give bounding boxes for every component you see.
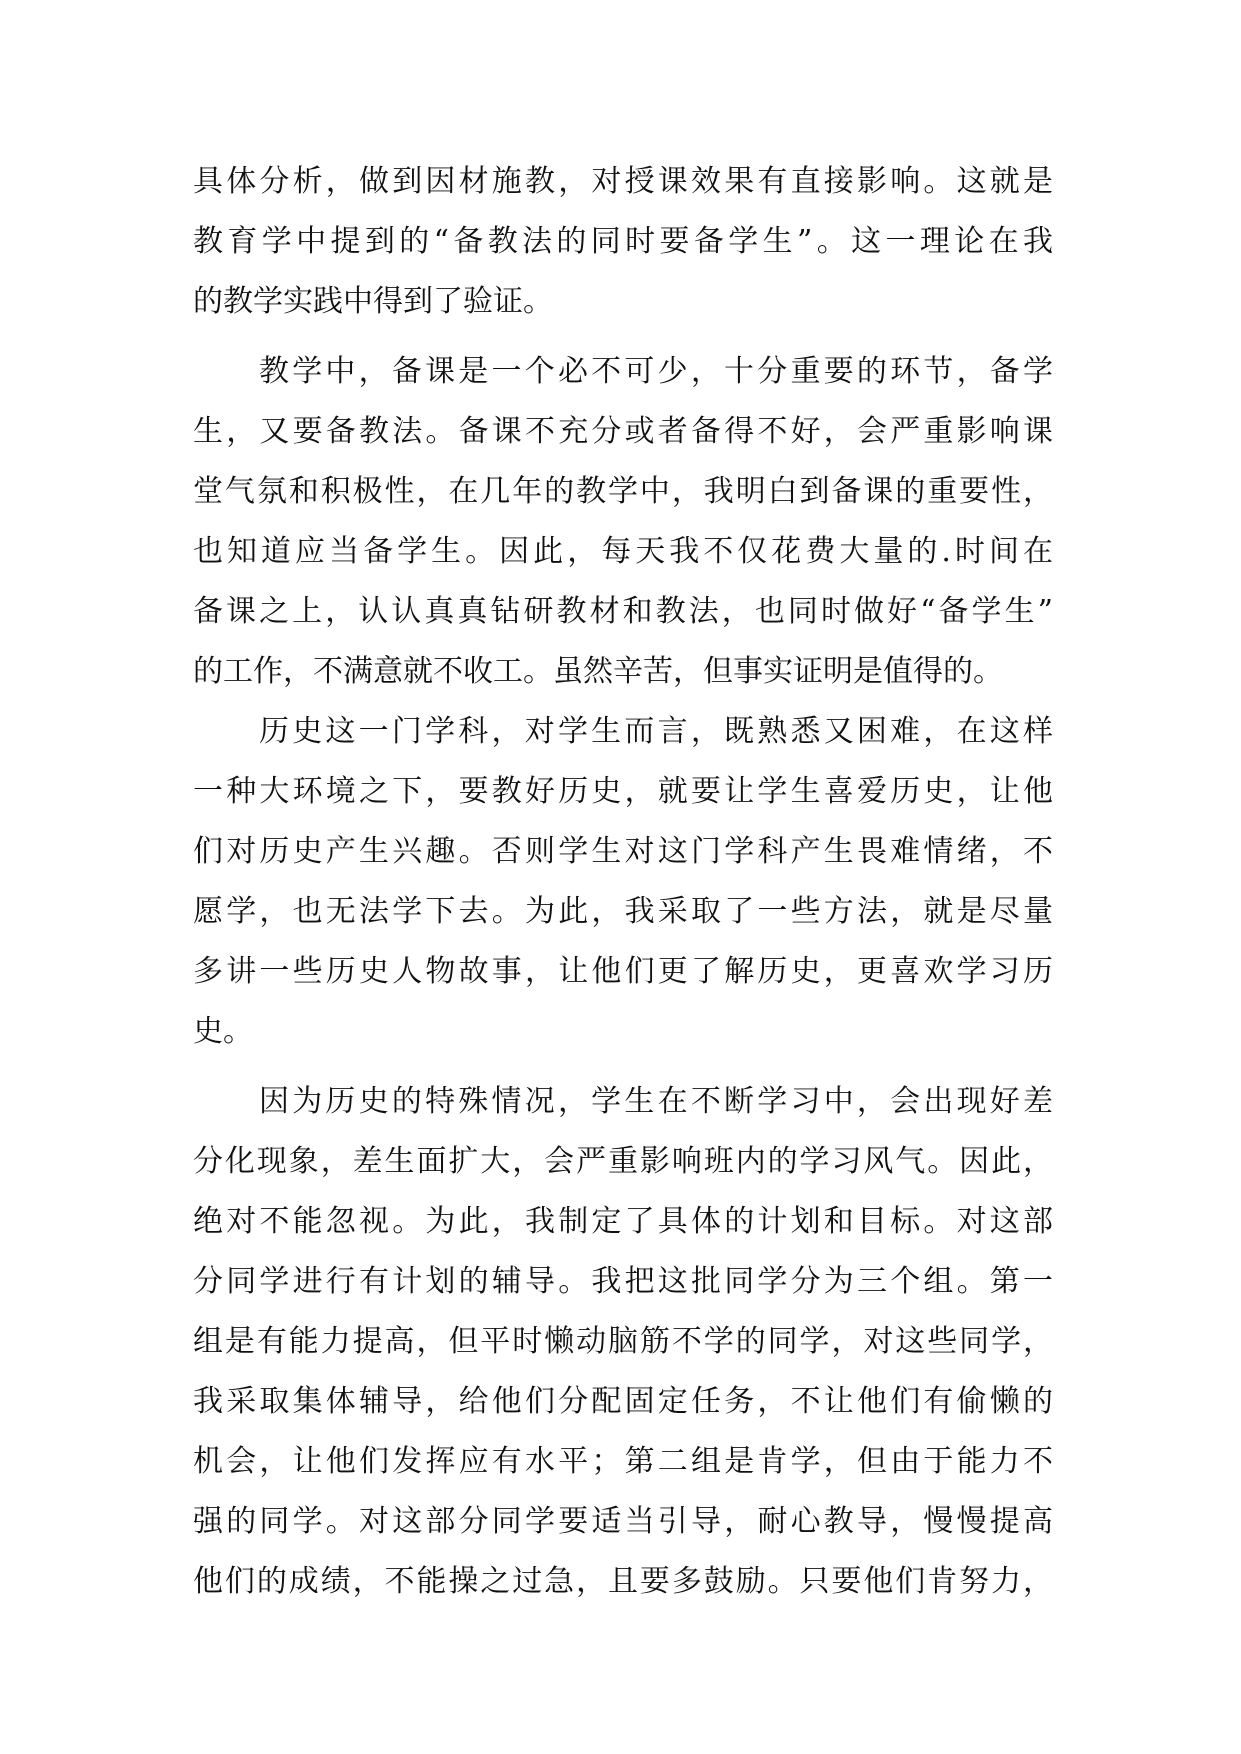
text-line: 生，又要备教法。备课不充分或者备得不好，会严重影响课 <box>193 414 1053 449</box>
text-line: 机会，让他们发挥应有水平；第二组是肯学，但由于能力不 <box>193 1444 1053 1479</box>
text-line: 的教学实践中得到了验证。 <box>193 284 553 319</box>
text-line: 们对历史产生兴趣。否则学生对这门学科产生畏难情绪，不 <box>193 834 1053 869</box>
text-line: 强的同学。对这部分同学要适当引导，耐心教导，慢慢提高 <box>193 1504 1053 1539</box>
text-line: 因为历史的特殊情况，学生在不断学习中，会出现好差 <box>259 1084 1053 1119</box>
text-line: 史。 <box>193 1014 253 1049</box>
text-line: 分同学进行有计划的辅导。我把这批同学分为三个组。第一 <box>193 1264 1053 1299</box>
text-line: 备课之上，认认真真钻研教材和教法，也同时做好“备学生” <box>193 594 1053 629</box>
text-line: 组是有能力提高，但平时懒动脑筋不学的同学，对这些同学， <box>193 1324 1053 1359</box>
text-line: 具体分析，做到因材施教，对授课效果有直接影响。这就是 <box>193 164 1053 199</box>
paragraph-gap <box>193 1062 1053 1072</box>
paragraph-gap <box>193 332 1053 342</box>
text-line: 教学中，备课是一个必不可少，十分重要的环节，备学 <box>259 354 1053 389</box>
body-text <box>193 152 1053 1612</box>
text-line: 我采取集体辅导，给他们分配固定任务，不让他们有偷懒的 <box>193 1384 1053 1419</box>
text-line: 的工作，不满意就不收工。虽然辛苦，但事实证明是值得的。 <box>193 654 1003 689</box>
text-line: 绝对不能忽视。为此，我制定了具体的计划和目标。对这部 <box>193 1204 1053 1239</box>
text-line: 多讲一些历史人物故事，让他们更了解历史，更喜欢学习历 <box>193 954 1053 989</box>
text-line: 分化现象，差生面扩大，会严重影响班内的学习风气。因此， <box>193 1144 1053 1179</box>
text-line: 教育学中提到的“备教法的同时要备学生”。这一理论在我 <box>193 224 1053 259</box>
text-line: 他们的成绩，不能操之过急，且要多鼓励。只要他们肯努力， <box>193 1564 1053 1599</box>
text-line: 历史这一门学科，对学生而言，既熟悉又困难，在这样 <box>259 714 1053 749</box>
text-line: 愿学，也无法学下去。为此，我采取了一些方法，就是尽量 <box>193 894 1053 929</box>
text-line: 一种大环境之下，要教好历史，就要让学生喜爱历史，让他 <box>193 774 1053 809</box>
text-line: 堂气氛和积极性，在几年的教学中，我明白到备课的重要性， <box>193 474 1053 509</box>
text-line: 也知道应当备学生。因此，每天我不仅花费大量的.时间在 <box>193 534 1053 569</box>
